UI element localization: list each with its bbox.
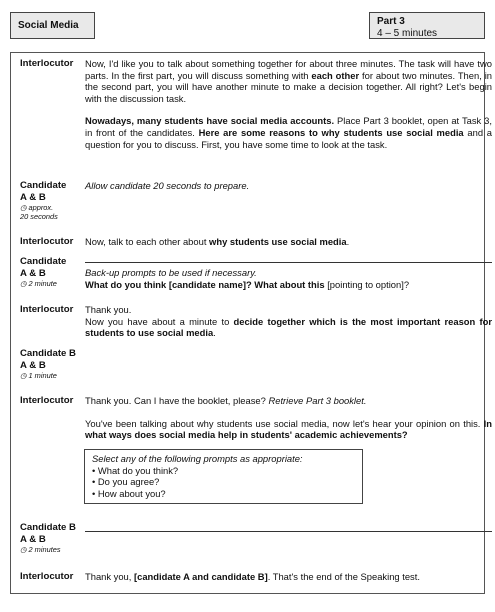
decide-b: decide together which is the most important reason for students to use social media — [85, 315, 492, 339]
timing-20s: 20 seconds — [20, 212, 58, 222]
decide-c: . — [213, 327, 216, 339]
intro-p1c: for about two minutes. Then, in the second part, you will have another minute to make a decision together. All right? Let's begin with the discussion task. — [85, 69, 492, 104]
closing-a: Thank you, — [85, 571, 134, 582]
role-label: Interlocutor — [20, 571, 74, 582]
opinion-a: Thank you. Can I have the booklet, please? — [85, 395, 269, 406]
intro-p1a: Now, I'd like you to talk about something together for about three minutes. The task will have two parts. In the first part, you will discuss something with — [85, 58, 492, 81]
decide-a: Now you have about a minute to — [85, 315, 234, 327]
decide-thanks: Thank you. — [85, 304, 132, 315]
discuss-c: . — [346, 236, 350, 247]
role-label: Interlocutor — [20, 58, 74, 69]
intro-p2b: Place Part 3 booklet, open at Task 3, in front of the candidates. — [85, 115, 492, 138]
intro-p2d: and a question for you to discuss. First, you have some time to look at the task. — [85, 126, 492, 150]
role-label — [20, 348, 82, 380]
closing-text — [85, 571, 492, 583]
part-info — [369, 12, 485, 39]
prepare-text — [85, 180, 492, 192]
discuss-b: why students use social media — [209, 236, 347, 247]
timing-2min: 2 minute — [28, 279, 57, 289]
role-label — [20, 180, 82, 221]
role-candidate: Candidate — [20, 256, 67, 267]
prompts-box — [84, 449, 363, 504]
prompt-text: How about you? — [97, 487, 166, 499]
answer-line — [85, 531, 492, 532]
timing: ◷ 2 minutes — [20, 545, 61, 555]
timing-1min: 1 minute — [28, 371, 57, 381]
part-label: Part 3 — [377, 16, 405, 27]
opinion-p2b: In what ways does social media help in students' academic achievements? — [85, 417, 492, 441]
closing-b: [candidate A and candidate B] — [134, 571, 268, 582]
backup-pointing: [pointing to option]? — [324, 278, 410, 290]
role-ab: A & B — [20, 267, 46, 279]
section-title-text: Social Media — [18, 20, 79, 31]
role-label — [20, 522, 82, 554]
role-label: Interlocutor — [20, 395, 74, 406]
part-duration: 4 – 5 minutes — [377, 28, 438, 39]
opinion-text — [85, 395, 492, 441]
role-label: Interlocutor — [20, 236, 74, 247]
backup-question: What do you think [candidate name]? What about this — [85, 278, 325, 290]
prepare-instruction: Allow candidate 20 seconds to prepare. — [85, 180, 250, 191]
role-ab: A & B — [20, 191, 46, 203]
role-label: Interlocutor — [20, 304, 74, 315]
discuss-text — [85, 236, 492, 248]
intro-p2c: Here are some reasons to why students use social media — [198, 126, 464, 138]
timing: ◷ 1 minute — [20, 371, 57, 381]
opinion-p2a: You've been talking about why students use social media, now let's hear your opinion on this. — [85, 417, 484, 429]
intro-p2a: Nowadays, many students have social media accounts. — [85, 115, 335, 127]
prompts-title: Select any of the following prompts as appropriate: — [92, 453, 303, 464]
timing: ◷ approx. 20 seconds — [20, 203, 58, 222]
role-label — [20, 256, 82, 288]
closing-c: . That's the end of the Speaking test. — [267, 571, 420, 582]
role-candidate-b: Candidate B — [20, 348, 76, 359]
prompt-item: • What do you think? — [92, 464, 179, 476]
role-candidate-b: Candidate B — [20, 522, 76, 533]
prompt-text: What do you think? — [97, 464, 179, 476]
role-candidate: Candidate — [20, 180, 67, 191]
role-ab: A & B — [20, 533, 46, 545]
timing-approx: approx. — [28, 203, 54, 213]
decide-text — [85, 304, 492, 339]
timing-2minutes: 2 minutes — [28, 545, 61, 555]
intro-p1b: each other — [311, 69, 360, 81]
opinion-b: Retrieve Part 3 booklet. — [268, 395, 367, 406]
backup-prompts — [85, 267, 492, 290]
prompt-text: Do you agree? — [97, 476, 160, 488]
answer-line — [85, 262, 492, 263]
intro-text — [85, 58, 492, 150]
section-title — [10, 12, 95, 39]
prompt-item: • Do you agree? — [92, 476, 160, 488]
role-ab: A & B — [20, 359, 46, 371]
discuss-a: Now, talk to each other about — [85, 236, 210, 247]
backup-note: Back-up prompts to be used if necessary. — [85, 267, 257, 278]
timing: ◷ 2 minute — [20, 279, 57, 289]
prompt-item: • How about you? — [92, 487, 166, 499]
